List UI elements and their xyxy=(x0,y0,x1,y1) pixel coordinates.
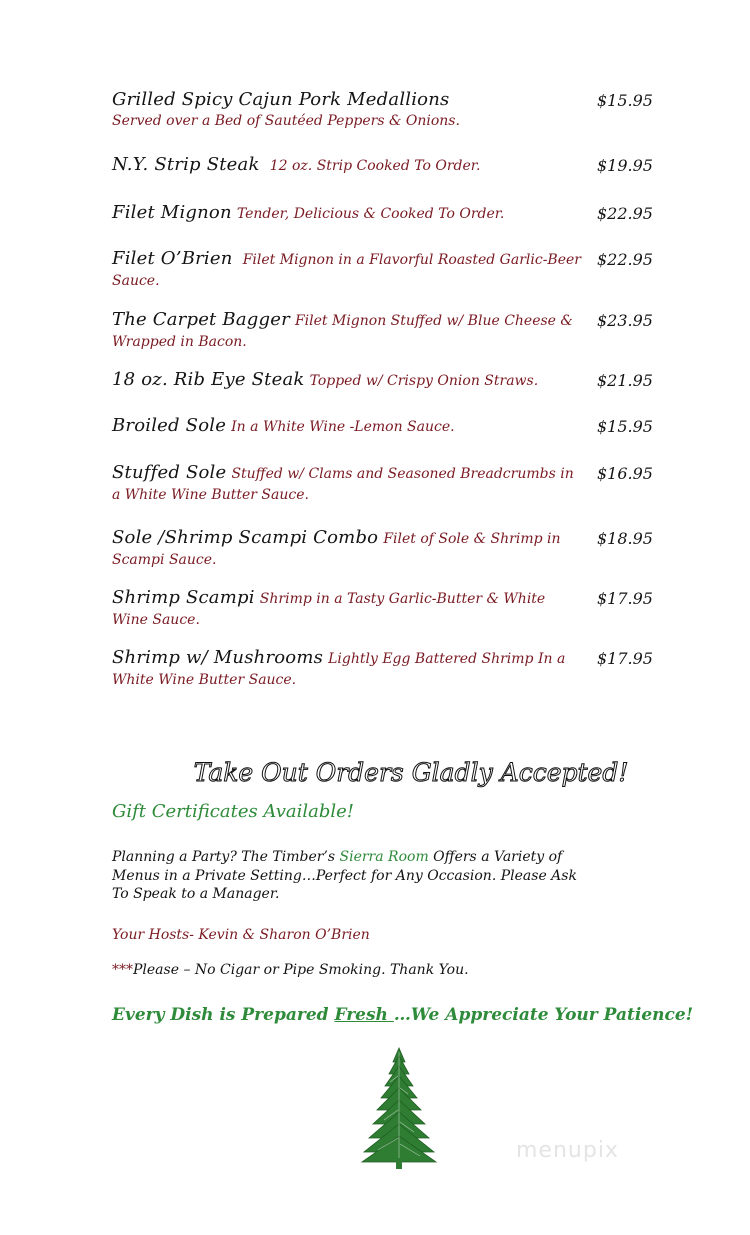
item-name: 18 oz. Rib Eye Steak xyxy=(112,369,305,390)
item-price: $22.95 xyxy=(597,250,653,269)
item-price: $18.95 xyxy=(597,529,653,548)
menu-item xyxy=(112,648,582,690)
item-description: Filet Mignon in a Flavorful Roasted Garlic-Beer Sauce. xyxy=(112,252,581,289)
no-smoking-text: Please – No Cigar or Pipe Smoking. Thank You. xyxy=(133,962,469,978)
item-price: $17.95 xyxy=(597,649,653,668)
item-name: Filet Mignon xyxy=(112,202,232,223)
party-note xyxy=(112,848,592,904)
party-text-after: Offers a Variety of Menus in a Private Setting…Perfect for Any Occasion. Please Ask To Speak to a Manager. xyxy=(112,849,577,902)
item-description: Filet of Sole & Shrimp in Scampi Sauce. xyxy=(112,531,561,568)
gift-certificates-note: Gift Certificates Available! xyxy=(112,801,355,822)
fresh-word: Fresh xyxy=(334,1005,394,1025)
item-name: The Carpet Bagger xyxy=(112,309,290,330)
item-price: $15.95 xyxy=(597,417,653,436)
item-price: $16.95 xyxy=(597,464,653,483)
party-text-before: Planning a Party? The Timber’s xyxy=(112,849,340,865)
pine-tree-icon xyxy=(360,1046,438,1170)
menu-item xyxy=(112,155,582,176)
item-description: Lightly Egg Battered Shrimp In a White Wine Butter Sauce. xyxy=(112,651,566,688)
fresh-tagline xyxy=(112,1005,693,1025)
item-name: Sole /Shrimp Scampi Combo xyxy=(112,527,379,548)
menu-item xyxy=(112,249,582,291)
item-description: 12 oz. Strip Cooked To Order. xyxy=(269,158,481,174)
menu-item xyxy=(112,528,582,570)
item-description: Tender, Delicious & Cooked To Order. xyxy=(236,206,505,222)
item-description: Topped w/ Crispy Onion Straws. xyxy=(309,373,539,389)
item-description: Shrimp in a Tasty Garlic-Butter & White Wine Sauce. xyxy=(112,591,546,628)
item-description: Filet Mignon Stuffed w/ Blue Cheese & Wrapped in Bacon. xyxy=(112,313,573,350)
takeout-heading: Take Out Orders Gladly Accepted! xyxy=(193,758,629,787)
item-name: Filet O’Brien xyxy=(112,248,233,269)
item-price: $23.95 xyxy=(597,311,653,330)
item-description: Served over a Bed of Sautéed Peppers & Onions. xyxy=(112,113,460,129)
item-description: In a White Wine -Lemon Sauce. xyxy=(231,419,455,435)
fresh-text-after: …We Appreciate Your Patience! xyxy=(393,1005,694,1025)
asterisks: *** xyxy=(112,962,133,978)
menu-item xyxy=(112,463,582,505)
item-name: N.Y. Strip Steak xyxy=(112,154,260,175)
hosts-note: Your Hosts- Kevin & Sharon O’Brien xyxy=(112,927,370,943)
item-name: Broiled Sole xyxy=(112,415,227,436)
item-name: Grilled Spicy Cajun Pork Medallions xyxy=(112,89,450,110)
menu-item xyxy=(112,588,582,630)
item-name: Shrimp w/ Mushrooms xyxy=(112,647,324,668)
item-description: Stuffed w/ Clams and Seasoned Breadcrumbs in a White Wine Butter Sauce. xyxy=(112,466,574,503)
menupix-watermark: menupix xyxy=(516,1138,619,1163)
item-price: $22.95 xyxy=(597,204,653,223)
menu-item xyxy=(112,203,582,224)
sierra-room-label: Sierra Room xyxy=(339,849,429,865)
menu-item xyxy=(112,416,582,437)
fresh-text-before: Every Dish is Prepared xyxy=(112,1005,335,1025)
item-price: $19.95 xyxy=(597,156,653,175)
no-smoking-note xyxy=(112,962,469,978)
menu-item xyxy=(112,370,582,391)
item-price: $15.95 xyxy=(597,91,653,110)
item-name: Stuffed Sole xyxy=(112,462,227,483)
menu-item xyxy=(112,90,582,131)
item-name: Shrimp Scampi xyxy=(112,587,255,608)
menu-item xyxy=(112,310,582,352)
item-price: $21.95 xyxy=(597,371,653,390)
item-price: $17.95 xyxy=(597,589,653,608)
